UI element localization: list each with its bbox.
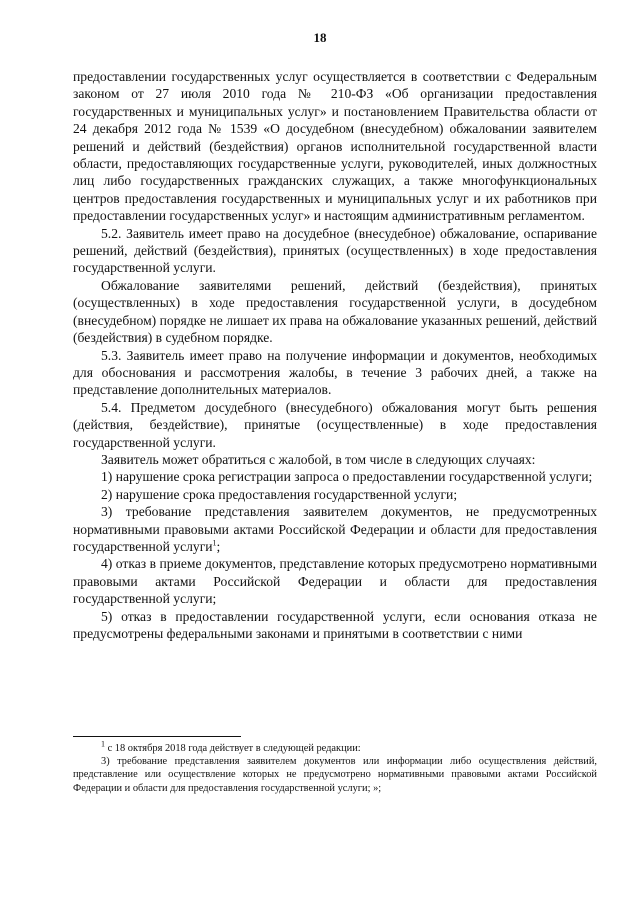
paragraph-5-4: 5.4. Предметом досудебного (внесудебного) обжалования могут быть решения (действия, бездействие), принятые (осуществленные) в ходе предоставления государственной услуги. bbox=[73, 399, 597, 450]
list-item-5: 5) отказ в предоставлении государственной услуги, если основания отказа не предусмотрены федеральными законами и принятыми в соответствии с ними bbox=[73, 608, 597, 641]
paragraph-continuation: предоставлении государственных услуг осуществляется в соответствии с Федеральным законом от 27 июля 2010 года № 210-ФЗ «Об организации предоставления государственных и муниципальных услуг» и постановлением Правительства области от 24 декабря 2012 года № 1539 «О досудебном (внесудебном) обжаловании заявителем решений и действий (бездействия) органов исполнительной государственной власти области, предоставляющих государственные услуги, руководителей, иных должностных лиц либо государственных гражданских служащих, а также многофункциональных центров предоставления государственных и муниципальных услуг и их работников при предоставлении государственных услуг» и настоящим административным регламентом. bbox=[73, 69, 597, 224]
list-item-3-text: 3) требование представления заявителем документов, не предусмотренных нормативными правовыми актами Российской Федерации и области для предоставления государственной услуги bbox=[73, 504, 597, 554]
footnote-marker: 1 bbox=[101, 739, 105, 749]
footnote-intro-text: с 18 октября 2018 года действует в следующей редакции: bbox=[105, 743, 361, 754]
document-body bbox=[73, 68, 597, 642]
footnote-intro bbox=[73, 739, 597, 755]
page-number: 18 bbox=[313, 30, 327, 45]
paragraph-appeal-note: Обжалование заявителями решений, действий (бездействия), принятых (осуществленных) в ходе предоставления государственной услуги, в досудебном (внесудебном) порядке не лишает их права на обжалование указанных решений, действий (бездействия) в судебном порядке. bbox=[73, 277, 597, 346]
footnote-reference: 1 bbox=[212, 538, 217, 548]
list-item-4: 4) отказ в приеме документов, представление которых предусмотрено нормативными правовыми актами Российской Федерации и области для предоставления государственной услуги; bbox=[73, 556, 597, 607]
list-item-3-end: ; bbox=[216, 538, 221, 554]
list-item-3 bbox=[73, 503, 597, 555]
footnotes bbox=[73, 739, 597, 795]
footnote-text: 3) требование представления заявителем документов или информации либо осуществления действий, представление или осуществление которых не предусмотрено нормативными правовыми актами Российской Федерации и области для предоставления государственной услуги; »; bbox=[73, 756, 597, 794]
list-item-2: 2) нарушение срока предоставления государственной услуги; bbox=[101, 486, 458, 502]
footnote-separator bbox=[73, 736, 241, 737]
list-item-1: 1) нарушение срока регистрации запроса о предоставлении государственной услуги; bbox=[101, 469, 593, 485]
paragraph-5-2: 5.2. Заявитель имеет право на досудебное (внесудебное) обжалование, оспаривание решений, действий (бездействия), принятых (осуществленных) в ходе предоставления государственной услуги. bbox=[73, 225, 597, 276]
paragraph-cases-intro: Заявитель может обратиться с жалобой, в том числе в следующих случаях: bbox=[101, 451, 536, 467]
paragraph-5-3: 5.3. Заявитель имеет право на получение информации и документов, необходимых для обоснования и рассмотрения жалобы, в течение 3 рабочих дней, а также на представление дополнительных материалов. bbox=[73, 347, 597, 398]
